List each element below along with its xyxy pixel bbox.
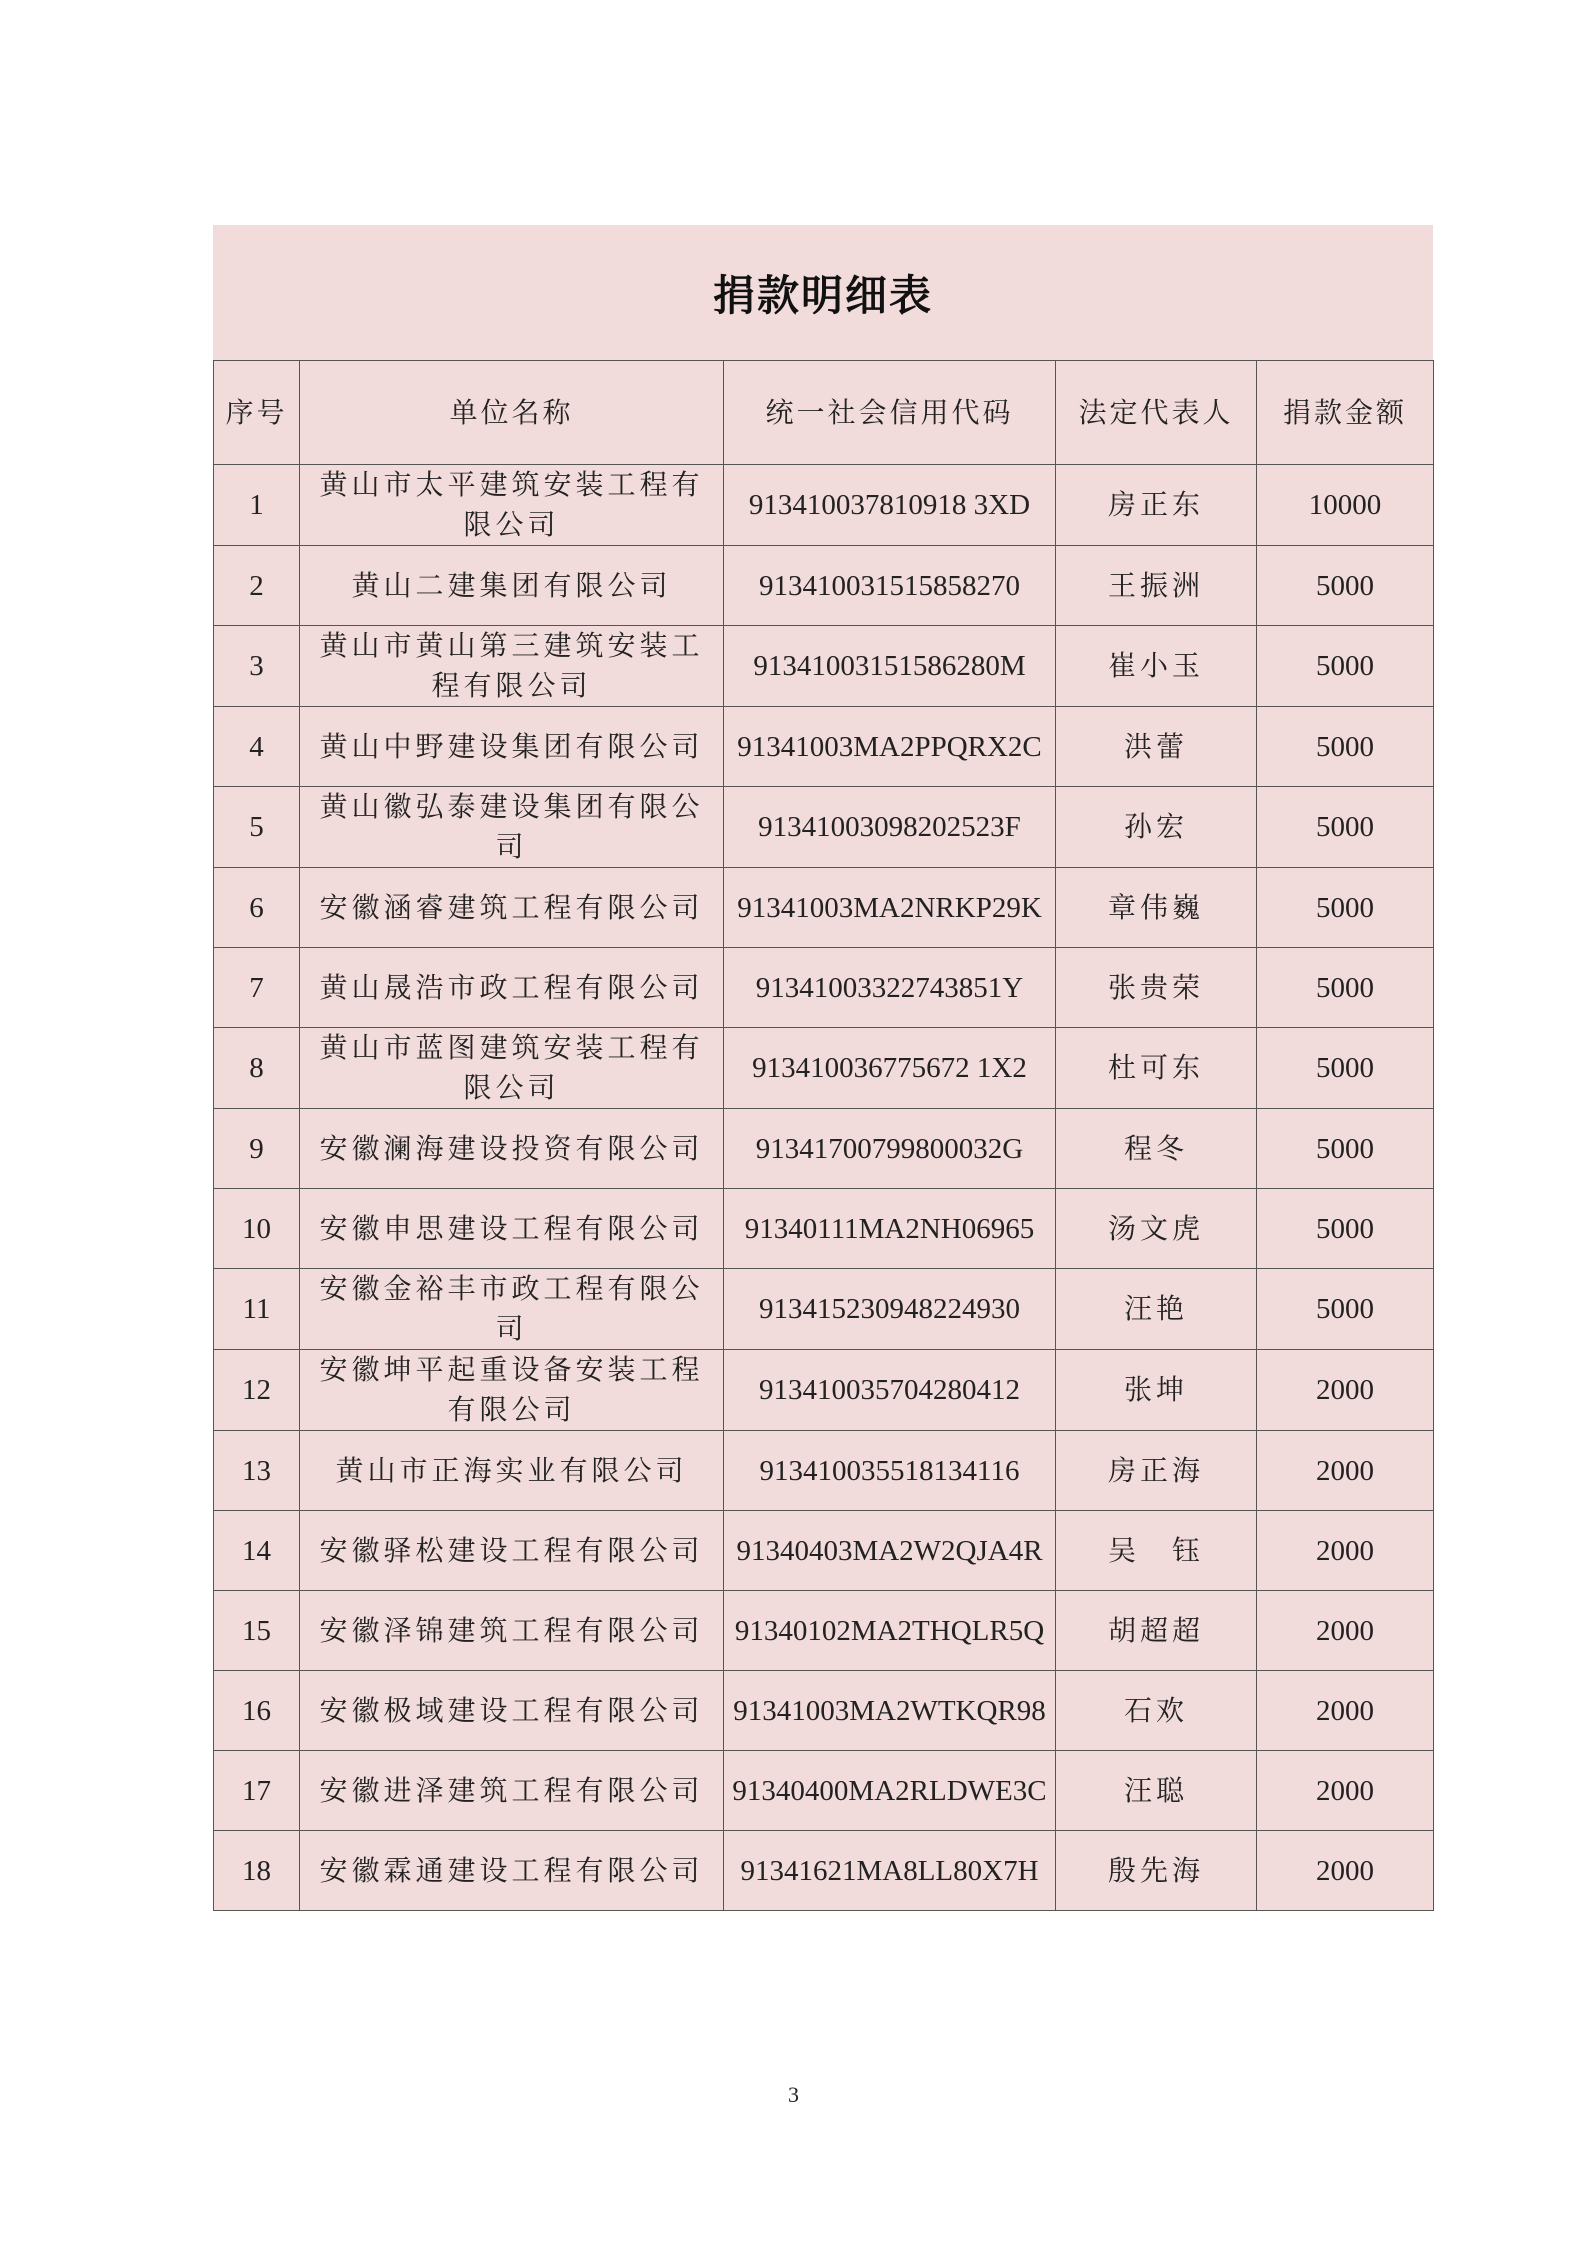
cell-serial-number: 15 xyxy=(214,1591,300,1671)
header-donation-amount: 捐款金额 xyxy=(1257,361,1434,465)
donation-table xyxy=(213,360,1434,1911)
cell-credit-code: 913415230948224930 xyxy=(724,1269,1056,1350)
table-row xyxy=(214,1269,1434,1350)
cell-serial-number: 18 xyxy=(214,1831,300,1911)
cell-unit-name: 黄山中野建设集团有限公司 xyxy=(300,707,724,787)
table-row xyxy=(214,1671,1434,1751)
cell-donation-amount: 5000 xyxy=(1257,707,1434,787)
cell-credit-code: 91341003MA2NRKP29K xyxy=(724,868,1056,948)
cell-legal-representative: 崔小玉 xyxy=(1056,626,1257,707)
cell-legal-representative: 张坤 xyxy=(1056,1350,1257,1431)
cell-serial-number: 12 xyxy=(214,1350,300,1431)
cell-serial-number: 16 xyxy=(214,1671,300,1751)
cell-legal-representative: 汪聪 xyxy=(1056,1751,1257,1831)
cell-legal-representative: 房正海 xyxy=(1056,1431,1257,1511)
cell-donation-amount: 5000 xyxy=(1257,868,1434,948)
header-unit-name: 单位名称 xyxy=(300,361,724,465)
cell-donation-amount: 2000 xyxy=(1257,1431,1434,1511)
header-serial-number: 序号 xyxy=(214,361,300,465)
cell-donation-amount: 2000 xyxy=(1257,1591,1434,1671)
cell-serial-number: 5 xyxy=(214,787,300,868)
cell-serial-number: 8 xyxy=(214,1028,300,1109)
table-body xyxy=(214,465,1434,1911)
table-row xyxy=(214,1350,1434,1431)
table-row xyxy=(214,465,1434,546)
cell-legal-representative: 胡超超 xyxy=(1056,1591,1257,1671)
page-number: 3 xyxy=(788,2082,799,2107)
table-row xyxy=(214,1511,1434,1591)
cell-unit-name: 安徽进泽建筑工程有限公司 xyxy=(300,1751,724,1831)
table-header xyxy=(214,361,1434,465)
cell-serial-number: 9 xyxy=(214,1109,300,1189)
cell-donation-amount: 5000 xyxy=(1257,1269,1434,1350)
cell-credit-code: 91341700799800032G xyxy=(724,1109,1056,1189)
table-row xyxy=(214,1109,1434,1189)
cell-donation-amount: 10000 xyxy=(1257,465,1434,546)
cell-unit-name: 安徽澜海建设投资有限公司 xyxy=(300,1109,724,1189)
cell-unit-name: 黄山二建集团有限公司 xyxy=(300,546,724,626)
cell-donation-amount: 5000 xyxy=(1257,626,1434,707)
donation-sheet xyxy=(213,225,1433,1911)
cell-serial-number: 4 xyxy=(214,707,300,787)
cell-serial-number: 10 xyxy=(214,1189,300,1269)
cell-credit-code: 91341003098202523F xyxy=(724,787,1056,868)
header-row xyxy=(214,361,1434,465)
table-row xyxy=(214,626,1434,707)
cell-credit-code: 91340111MA2NH06965 xyxy=(724,1189,1056,1269)
cell-legal-representative: 吴 钰 xyxy=(1056,1511,1257,1591)
cell-donation-amount: 2000 xyxy=(1257,1511,1434,1591)
cell-serial-number: 3 xyxy=(214,626,300,707)
cell-unit-name: 黄山市正海实业有限公司 xyxy=(300,1431,724,1511)
cell-credit-code: 913410031515858270 xyxy=(724,546,1056,626)
cell-unit-name: 黄山市蓝图建筑安装工程有限公司 xyxy=(300,1028,724,1109)
table-title: 捐款明细表 xyxy=(213,225,1433,360)
cell-legal-representative: 程冬 xyxy=(1056,1109,1257,1189)
header-legal-representative: 法定代表人 xyxy=(1056,361,1257,465)
cell-legal-representative: 章伟巍 xyxy=(1056,868,1257,948)
table-row xyxy=(214,868,1434,948)
cell-donation-amount: 2000 xyxy=(1257,1831,1434,1911)
cell-donation-amount: 5000 xyxy=(1257,546,1434,626)
cell-unit-name: 黄山市太平建筑安装工程有限公司 xyxy=(300,465,724,546)
cell-legal-representative: 殷先海 xyxy=(1056,1831,1257,1911)
cell-unit-name: 黄山晟浩市政工程有限公司 xyxy=(300,948,724,1028)
cell-credit-code: 91340102MA2THQLR5Q xyxy=(724,1591,1056,1671)
cell-donation-amount: 5000 xyxy=(1257,1109,1434,1189)
cell-credit-code: 913410037810918 3XD xyxy=(724,465,1056,546)
cell-donation-amount: 5000 xyxy=(1257,1028,1434,1109)
table-row xyxy=(214,1831,1434,1911)
cell-unit-name: 安徽金裕丰市政工程有限公司 xyxy=(300,1269,724,1350)
cell-donation-amount: 2000 xyxy=(1257,1350,1434,1431)
cell-donation-amount: 5000 xyxy=(1257,1189,1434,1269)
cell-credit-code: 913410036775672 1X2 xyxy=(724,1028,1056,1109)
cell-credit-code: 91340403MA2W2QJA4R xyxy=(724,1511,1056,1591)
cell-credit-code: 91341003151586280M xyxy=(724,626,1056,707)
table-row xyxy=(214,1591,1434,1671)
cell-donation-amount: 5000 xyxy=(1257,948,1434,1028)
cell-credit-code: 91340400MA2RLDWE3C xyxy=(724,1751,1056,1831)
cell-legal-representative: 房正东 xyxy=(1056,465,1257,546)
cell-unit-name: 安徽霖通建设工程有限公司 xyxy=(300,1831,724,1911)
cell-legal-representative: 孙宏 xyxy=(1056,787,1257,868)
header-credit-code: 统一社会信用代码 xyxy=(724,361,1056,465)
cell-credit-code: 91341621MA8LL80X7H xyxy=(724,1831,1056,1911)
cell-unit-name: 安徽坤平起重设备安装工程有限公司 xyxy=(300,1350,724,1431)
cell-legal-representative: 洪蕾 xyxy=(1056,707,1257,787)
cell-legal-representative: 汤文虎 xyxy=(1056,1189,1257,1269)
table-row xyxy=(214,546,1434,626)
cell-unit-name: 安徽申思建设工程有限公司 xyxy=(300,1189,724,1269)
cell-legal-representative: 石欢 xyxy=(1056,1671,1257,1751)
cell-serial-number: 1 xyxy=(214,465,300,546)
cell-serial-number: 14 xyxy=(214,1511,300,1591)
cell-serial-number: 11 xyxy=(214,1269,300,1350)
cell-unit-name: 黄山徽弘泰建设集团有限公司 xyxy=(300,787,724,868)
cell-credit-code: 91341003MA2WTKQR98 xyxy=(724,1671,1056,1751)
table-row xyxy=(214,707,1434,787)
table-row xyxy=(214,1028,1434,1109)
cell-legal-representative: 张贵荣 xyxy=(1056,948,1257,1028)
cell-donation-amount: 2000 xyxy=(1257,1751,1434,1831)
cell-unit-name: 安徽泽锦建筑工程有限公司 xyxy=(300,1591,724,1671)
table-row xyxy=(214,948,1434,1028)
table-row xyxy=(214,1431,1434,1511)
cell-donation-amount: 2000 xyxy=(1257,1671,1434,1751)
cell-legal-representative: 王振洲 xyxy=(1056,546,1257,626)
table-row xyxy=(214,1189,1434,1269)
cell-legal-representative: 杜可东 xyxy=(1056,1028,1257,1109)
cell-serial-number: 13 xyxy=(214,1431,300,1511)
cell-serial-number: 6 xyxy=(214,868,300,948)
cell-credit-code: 91341003322743851Y xyxy=(724,948,1056,1028)
cell-unit-name: 安徽涵睿建筑工程有限公司 xyxy=(300,868,724,948)
cell-credit-code: 91341003MA2PPQRX2C xyxy=(724,707,1056,787)
table-row xyxy=(214,1751,1434,1831)
cell-donation-amount: 5000 xyxy=(1257,787,1434,868)
cell-credit-code: 913410035704280412 xyxy=(724,1350,1056,1431)
cell-legal-representative: 汪艳 xyxy=(1056,1269,1257,1350)
cell-unit-name: 安徽驿松建设工程有限公司 xyxy=(300,1511,724,1591)
cell-unit-name: 安徽极域建设工程有限公司 xyxy=(300,1671,724,1751)
table-row xyxy=(214,787,1434,868)
cell-serial-number: 7 xyxy=(214,948,300,1028)
cell-serial-number: 2 xyxy=(214,546,300,626)
cell-credit-code: 913410035518134116 xyxy=(724,1431,1056,1511)
cell-unit-name: 黄山市黄山第三建筑安装工程有限公司 xyxy=(300,626,724,707)
cell-serial-number: 17 xyxy=(214,1751,300,1831)
